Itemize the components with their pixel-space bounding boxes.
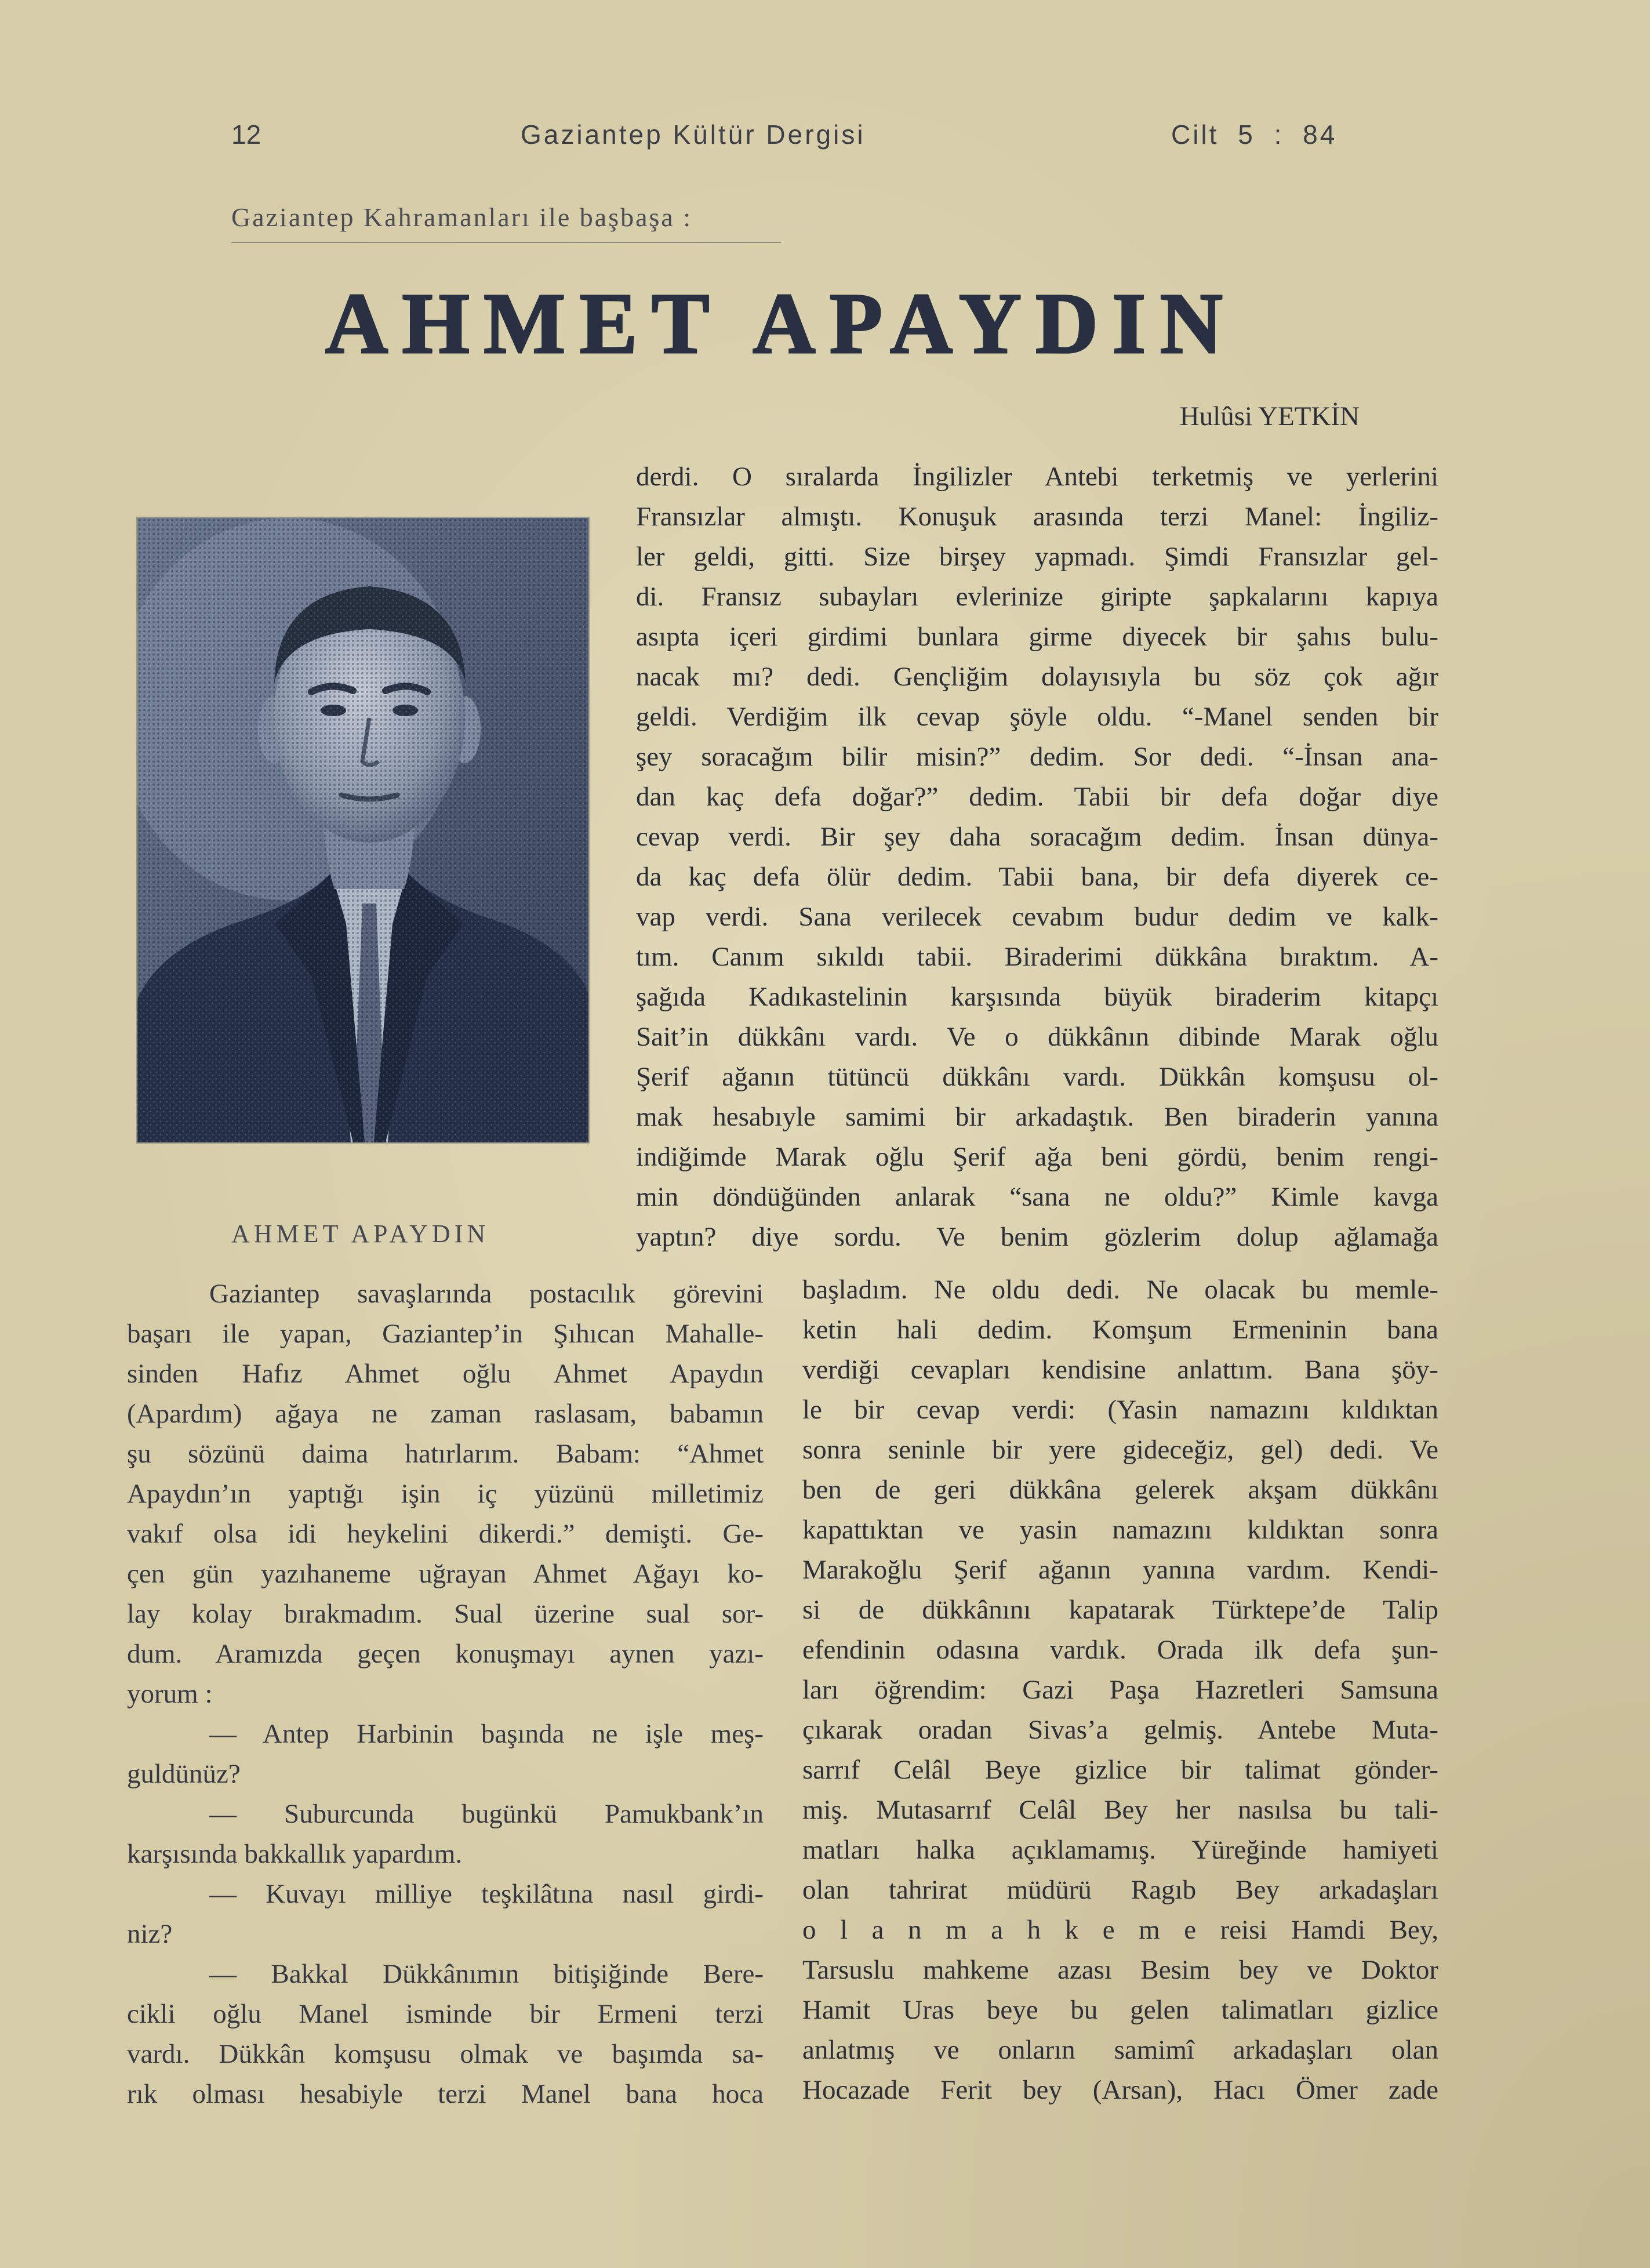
text-line: lay kolay bırakmadım. Sual üzerine sual sor- bbox=[127, 1599, 764, 1629]
text-line: asıpta içeri girdimi bunlara girme diyecek bir şahıs bulu- bbox=[636, 622, 1438, 652]
text-line: — Bakkal Dükkânımın bitişiğinde Bere- bbox=[209, 1959, 764, 1989]
text-line: ları öğrendim: Gazi Paşa Hazretleri Samsuna bbox=[802, 1675, 1438, 1705]
text-line: sonra seninle bir yere gideceğiz, gel) dedi. Ve bbox=[802, 1435, 1438, 1465]
text-line: Apaydın’ın yaptığı işin iç yüzünü milletimiz bbox=[127, 1479, 764, 1509]
section-label: Gaziantep Kahramanları ile başbaşa : bbox=[231, 202, 693, 232]
text-line: rık olması hesabiyle terzi Manel bana hoca bbox=[127, 2079, 764, 2109]
text-line: niz? bbox=[127, 1919, 173, 1949]
text-line: ler geldi, gitti. Size birşey yapmadı. Şimdi Fransızlar gel- bbox=[636, 542, 1438, 572]
column-right-top bbox=[636, 457, 1438, 1257]
text-line: le bir cevap verdi: (Yasin namazını kıldıktan bbox=[802, 1395, 1438, 1425]
text-line: miş. Mutasarrıf Celâl Bey her nasılsa bu tali- bbox=[802, 1795, 1438, 1825]
text-line: — Suburcunda bugünkü Pamukbank’ın bbox=[209, 1799, 764, 1829]
text-line: dum. Aramızda geçen konuşmayı aynen yazı- bbox=[127, 1639, 764, 1669]
text-line: Sait’in dükkânı vardı. Ve o dükkânın dibinde Marak oğlu bbox=[636, 1022, 1438, 1052]
portrait-photo bbox=[137, 518, 588, 1142]
text-line: şu sözünü daima hatırlarım. Babam: “Ahmet bbox=[127, 1439, 764, 1469]
text-line: vakıf olsa idi heykelini dikerdi.” demişti. Ge- bbox=[127, 1519, 764, 1549]
text-line: kapattıktan ve yasin namazını kıldıktan sonra bbox=[802, 1515, 1438, 1545]
text-line: vap verdi. Sana verilecek cevabım budur dedim ve kalk- bbox=[636, 902, 1438, 932]
text-line: derdi. O sıralarda İngilizler Antebi terketmiş ve yerlerini bbox=[636, 462, 1438, 492]
text-line: şey soracağım bilir misin?” dedim. Sor dedi. “-İnsan ana- bbox=[636, 742, 1438, 772]
text-line: Şerif ağanın tütüncü dükkânı vardı. Dükkân komşusu ol- bbox=[636, 1062, 1438, 1092]
text-line: cevap verdi. Bir şey daha soracağım dedim. İnsan dünya- bbox=[636, 822, 1438, 852]
text-line: Tarsuslu mahkeme azası Besim bey ve Doktor bbox=[802, 1955, 1438, 1985]
text-line: Fransızlar almıştı. Konuşuk arasında terzi Manel: İngiliz- bbox=[636, 502, 1438, 532]
text-line: nacak mı? dedi. Gençliğim dolayısıyla bu söz çok ağır bbox=[636, 662, 1438, 692]
volume-issue: Cilt 5 : 84 bbox=[1171, 119, 1338, 150]
text-line: yaptın? diye sordu. Ve benim gözlerim dolup ağlamağa bbox=[636, 1222, 1438, 1252]
text-line: başarı ile yapan, Gaziantep’in Şıhıcan Mahalle- bbox=[127, 1319, 764, 1349]
text-line: — Antep Harbinin başında ne işle meş- bbox=[209, 1719, 764, 1749]
text-line: min döndüğünden anlarak “sana ne oldu?” Kimle kavga bbox=[636, 1182, 1438, 1212]
text-line: cikli oğlu Manel isminde bir Ermeni terzi bbox=[127, 1999, 764, 2029]
text-line: başladım. Ne oldu dedi. Ne olacak bu memle- bbox=[802, 1275, 1438, 1305]
magazine-title: Gaziantep Kültür Dergisi bbox=[521, 119, 866, 150]
text-line: ben de geri dükkâna gelerek akşam dükkânı bbox=[802, 1475, 1438, 1505]
text-line: anlatmış ve onların samimî arkadaşları olan bbox=[802, 2035, 1438, 2065]
text-line: matları halka açıklamamış. Yüreğinde hamiyeti bbox=[802, 1835, 1438, 1865]
column-left-bottom bbox=[127, 1274, 764, 2114]
text-line: Marakoğlu Şerif ağanın yanına vardım. Kendi- bbox=[802, 1555, 1438, 1585]
text-line: verdiği cevapları kendisine anlattım. Bana şöy- bbox=[802, 1355, 1438, 1385]
text-line: dan kaç defa doğar?” dedim. Tabii bir defa doğar diye bbox=[636, 782, 1438, 812]
text-line: şağıda Kadıkastelinin karşısında büyük biraderim kitapçı bbox=[636, 982, 1438, 1012]
section-divider bbox=[231, 242, 781, 243]
text-line: Hocazade Ferit bey (Arsan), Hacı Ömer zade bbox=[802, 2075, 1438, 2105]
text-line: di. Fransız subayları evlerinize giripte şapkalarını kapıya bbox=[636, 582, 1438, 612]
column-right-bottom bbox=[802, 1270, 1438, 2110]
text-line: vardı. Dükkân komşusu olmak ve başımda sa- bbox=[127, 2039, 764, 2069]
page-number: 12 bbox=[231, 119, 261, 150]
text-line: çıkarak oradan Sivas’a gelmiş. Antebe Muta- bbox=[802, 1715, 1438, 1745]
article-title: AHMET APAYDIN bbox=[325, 275, 1237, 372]
text-line: geldi. Verdiğim ilk cevap şöyle oldu. “-Manel senden bir bbox=[636, 702, 1438, 732]
photo-caption: AHMET APAYDIN bbox=[231, 1220, 490, 1248]
text-line: tım. Canım sıkıldı tabii. Biraderimi dükkâna bıraktım. A- bbox=[636, 942, 1438, 972]
text-line: si de dükkânını kapatarak Türktepe’de Talip bbox=[802, 1595, 1438, 1625]
text-line: çen gün yazıhaneme uğrayan Ahmet Ağayı ko- bbox=[127, 1559, 764, 1589]
text-line: o l a n m a h k e m e reisi Hamdi Bey, bbox=[802, 1915, 1438, 1945]
text-line: yorum : bbox=[127, 1679, 213, 1709]
portrait-photo-icon bbox=[137, 518, 588, 1142]
text-line: olan tahrirat müdürü Ragıb Bey arkadaşları bbox=[802, 1875, 1438, 1905]
text-line: ketin hali dedim. Komşum Ermeninin bana bbox=[802, 1315, 1438, 1345]
text-line: Gaziantep savaşlarında postacılık görevini bbox=[209, 1279, 764, 1309]
text-line: indiğimde Marak oğlu Şerif ağa beni gördü, benim rengi- bbox=[636, 1142, 1438, 1172]
text-line: mak hesabıyle samimi bir arkadaştık. Ben biraderin yanına bbox=[636, 1102, 1438, 1132]
text-line: guldünüz? bbox=[127, 1759, 241, 1789]
text-line: karşısında bakkallık yapardım. bbox=[127, 1839, 463, 1869]
text-line: da kaç defa ölür dedim. Tabii bana, bir defa diyerek ce- bbox=[636, 862, 1438, 892]
article-author: Hulûsi YETKİN bbox=[1179, 401, 1360, 431]
text-line: efendinin odasına vardık. Orada ilk defa şun- bbox=[802, 1635, 1438, 1665]
text-line: Hamit Uras beye bu gelen talimatları gizlice bbox=[802, 1995, 1438, 2025]
text-line: sinden Hafız Ahmet oğlu Ahmet Apaydın bbox=[127, 1359, 764, 1389]
text-line: (Apardım) ağaya ne zaman raslasam, babamın bbox=[127, 1399, 764, 1429]
text-line: — Kuvayı milliye teşkilâtına nasıl girdi- bbox=[209, 1879, 764, 1909]
text-line: sarrıf Celâl Beye gizlice bir talimat gönder- bbox=[802, 1755, 1438, 1785]
